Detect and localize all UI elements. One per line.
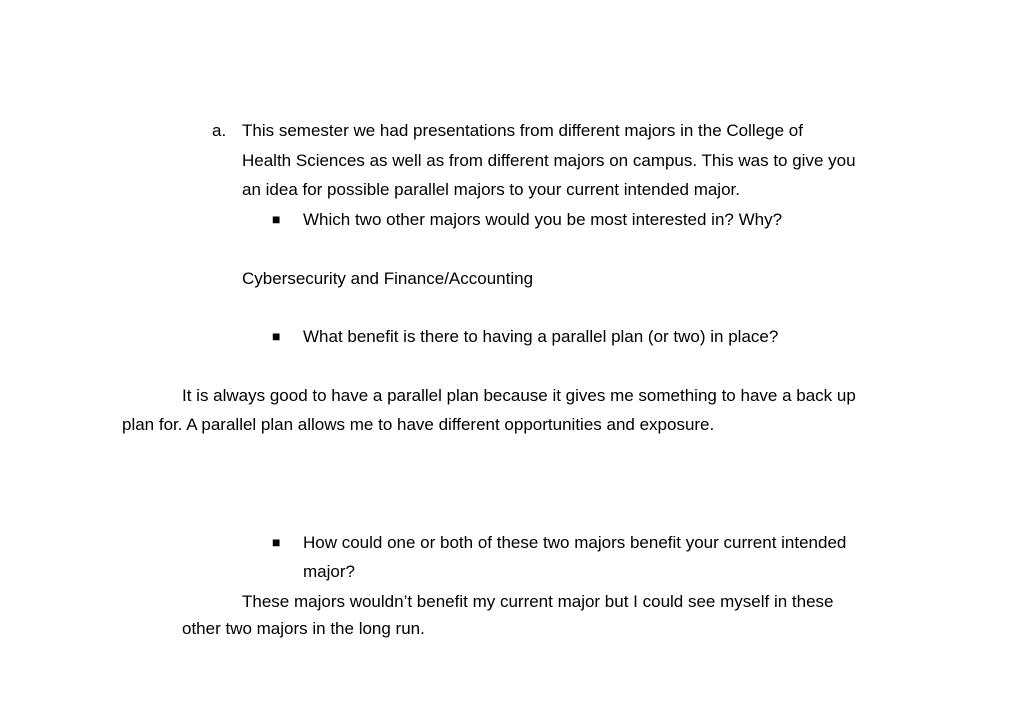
answer-1: Cybersecurity and Finance/Accounting	[242, 269, 534, 288]
bullet-square-icon: ■	[272, 534, 281, 550]
answer-2-line-1: It is always good to have a parallel plan because it gives me something to have a back up	[182, 386, 856, 405]
answer-2-line-2: plan for. A parallel plan allows me to have different opportunities and exposure.	[122, 415, 715, 434]
item-text-line-1: This semester we had presentations from different majors in the College of	[242, 121, 803, 140]
question-2: What benefit is there to having a parallel plan (or two) in place?	[303, 327, 779, 346]
question-3-line-1: How could one or both of these two majors benefit your current intended	[303, 533, 847, 552]
question-3-line-2: major?	[303, 562, 355, 581]
answer-3-line-2: other two majors in the long run.	[182, 619, 425, 638]
item-text-line-3: an idea for possible parallel majors to your current intended major.	[242, 180, 740, 199]
answer-3-line-1: These majors wouldn’t benefit my current major but I could see myself in these	[242, 592, 834, 611]
question-1: Which two other majors would you be most interested in? Why?	[303, 210, 783, 229]
bullet-square-icon: ■	[272, 211, 281, 227]
bullet-square-icon: ■	[272, 328, 281, 344]
item-text-line-2: Health Sciences as well as from different majors on campus. This was to give you	[242, 151, 856, 170]
list-marker: a.	[212, 121, 227, 140]
